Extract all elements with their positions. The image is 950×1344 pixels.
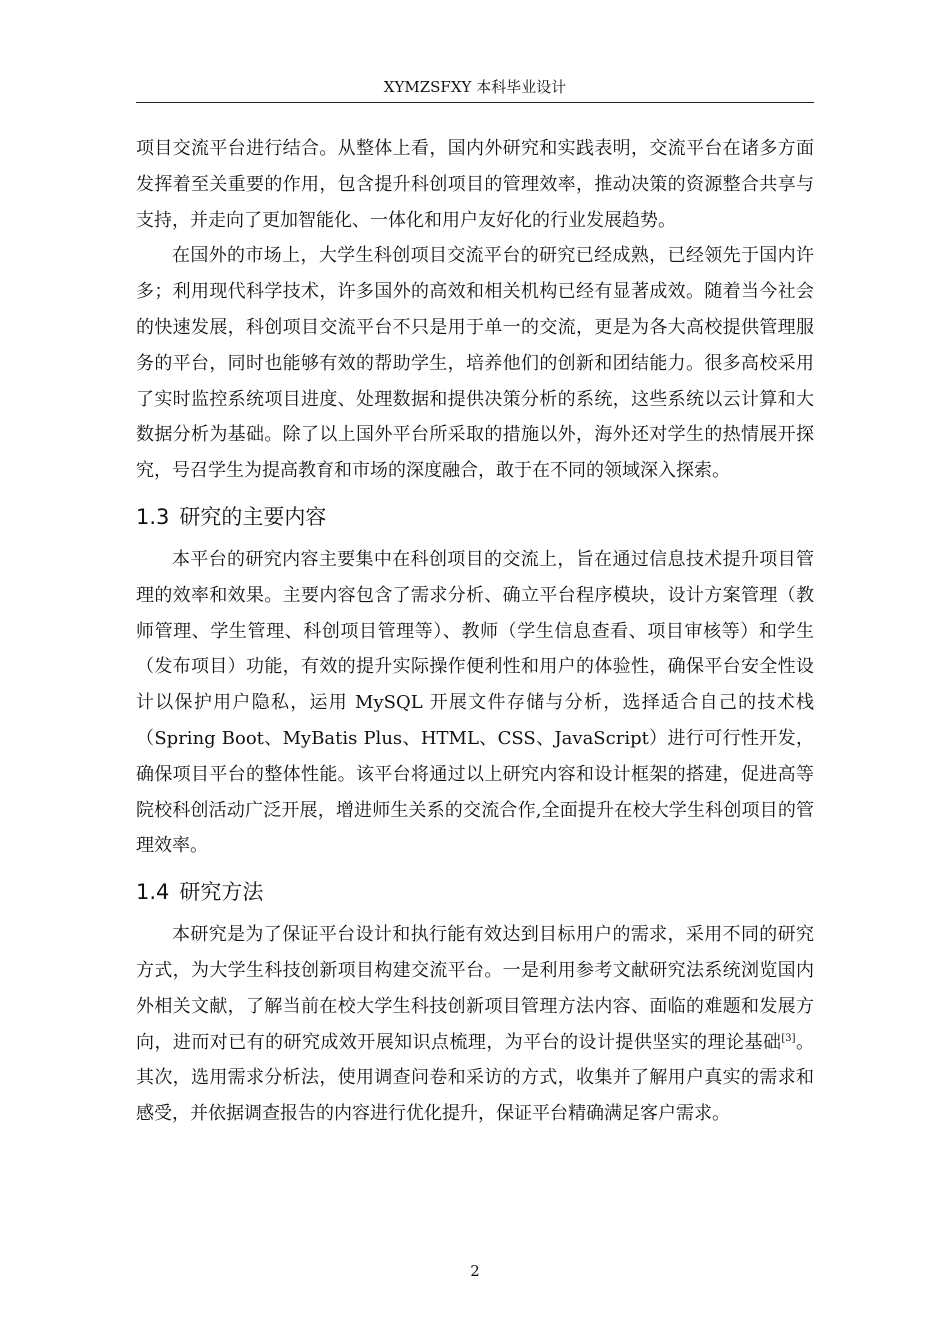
- paragraph-continuation: 项目交流平台进行结合。从整体上看，国内外研究和实践表明，交流平台在诸多方面发挥着至关重要的作用，包含提升科创项目的管理效率，推动决策的资源整合共享与支持，并走向了更加智能化、一体化和用户友好化的行业发展趋势。: [136, 138, 814, 231]
- running-header: XYMZSFXY 本科毕业设计: [383, 78, 567, 96]
- section-number: 1.3: [136, 504, 170, 529]
- paragraph-text: 本研究是为了保证平台设计和执行能有效达到目标用户的需求，采用不同的研究方式，为大学生科技创新项目构建交流平台。一是利用参考文献研究法系统浏览国内外相关文献，了解当前在校大学生科技创新项目管理方法内容、面临的难题和发展方向，进而对已有的研究成效开展知识点梳理，为平台的设计提供坚实的理论基础: [136, 924, 814, 1053]
- page-body: [136, 131, 814, 1132]
- paragraph-foreign-research: 在国外的市场上，大学生科创项目交流平台的研究已经成熟，已经领先于国内许多；利用现代科学技术，许多国外的高效和相关机构已经有显著成效。随着当今社会的快速发展，科创项目交流平台不只是用于单一的交流，更是为各大高校提供管理服务的平台，同时也能够有效的帮助学生，培养他们的创新和团结能力。很多高校采用了实时监控系统项目进度、处理数据和提供决策分析的系统，这些系统以云计算和大数据分析为基础。除了以上国外平台所采取的措施以外，海外还对学生的热情展开探究，号召学生为提高教育和市场的深度融合，敢于在不同的领域深入探索。: [136, 245, 814, 482]
- paragraph-text: 。其次，选用需求分析法，使用调查问卷和采访的方式，收集并了解用户真实的需求和感受，并依据调查报告的内容进行优化提升，保证平台精确满足客户需求。: [136, 1031, 815, 1125]
- paragraph-main-content: 本平台的研究内容主要集中在科创项目的交流上，旨在通过信息技术提升项目管理的效率和效果。主要内容包含了需求分析、确立平台程序模块，设计方案管理（教师管理、学生管理、科创项目管理等）、教师（学生信息查看、项目审核等）和学生（发布项目）功能，有效的提升实际操作便利性和用户的体验性，确保平台安全性设计以保护用户隐私，运用 MySQL 开展文件存储与分析，选择适合自己的技术栈（Spring Boot、MyBatis Plus、HTML、CSS、JavaScript）进行可行性开发，确保项目平台的整体性能。该平台将通过以上研究内容和设计框架的搭建，促进高等院校科创活动广泛开展，增进师生关系的交流合作,全面提升在校大学生科创项目的管理效率。: [136, 548, 814, 857]
- section-title: 研究的主要内容: [179, 504, 327, 529]
- section-title: 研究方法: [179, 880, 264, 905]
- section-heading-1-4: [136, 869, 814, 915]
- paragraph-research-methods: [136, 917, 814, 1132]
- section-number: 1.4: [136, 880, 170, 905]
- citation-reference[interactable]: [3]: [781, 1032, 796, 1044]
- section-heading-1-3: [136, 494, 814, 540]
- header-rule: [136, 102, 814, 103]
- page-number: 2: [470, 1262, 480, 1280]
